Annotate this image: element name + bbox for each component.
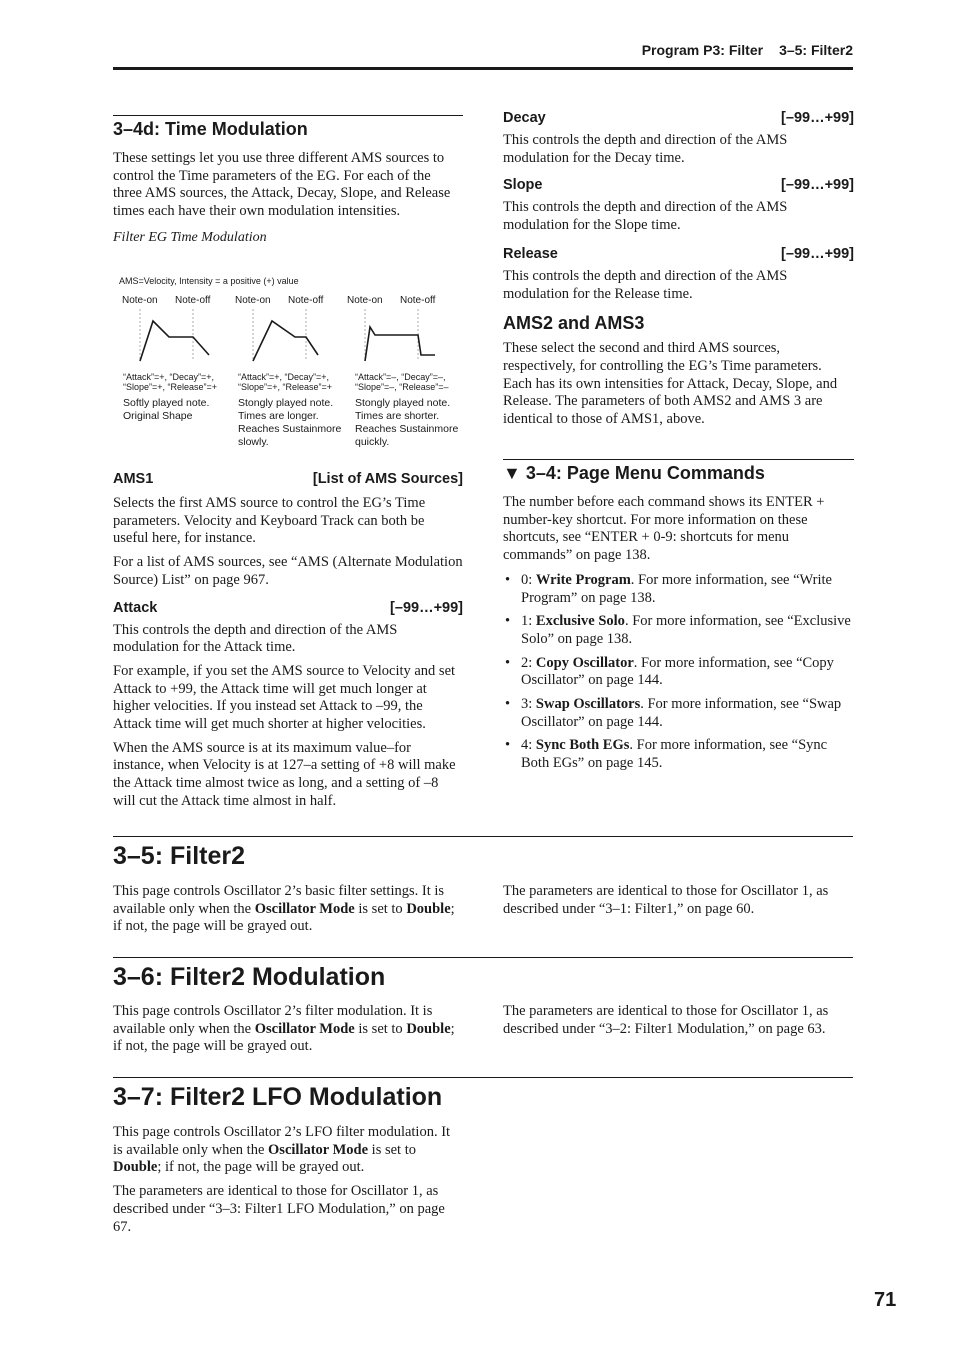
header-left: Program P3: Filter xyxy=(641,42,764,58)
attack-label: Attack xyxy=(113,599,158,616)
menu-command-item[interactable]: • 4: Sync Both EGs. For more information, see “Sync Both EGs” on page 145. xyxy=(505,737,828,772)
attack-range: [–99…+99] xyxy=(390,599,463,616)
slope-label: Slope xyxy=(503,177,543,194)
note-on-label: Note-on xyxy=(347,295,383,306)
command-name: Swap Oscillators xyxy=(535,696,641,713)
release-desc: This controls the depth and direction of the AMS modulation for the Release time. xyxy=(503,267,788,302)
ams1-param-row xyxy=(113,471,463,487)
ams1-label: AMS1 xyxy=(113,471,154,487)
page-menu-heading: ▼ 3–4: Page Menu Commands xyxy=(503,463,765,483)
panel-1-desc: Softly played note. Original Shape xyxy=(123,397,210,422)
section-rule xyxy=(113,836,853,837)
page-menu-section xyxy=(503,459,854,773)
command-name: Copy Oscillator xyxy=(535,654,634,671)
decay-label: Decay xyxy=(503,110,546,126)
filter2-modulation-title: 3–6: Filter2 Modulation xyxy=(113,963,386,991)
release-param-row xyxy=(503,246,854,262)
decay-param-row xyxy=(503,110,854,126)
envelope-curves xyxy=(113,307,463,367)
command-name: Exclusive Solo xyxy=(535,613,625,630)
figure-caption: Filter EG Time Modulation xyxy=(113,229,267,245)
release-label: Release xyxy=(503,245,558,262)
running-header xyxy=(0,42,853,58)
panel-3-signs: “Attack”=–, “Decay”=–, “Slope”=–, “Release”=– xyxy=(355,372,449,392)
right-column-params xyxy=(503,110,854,429)
note-markers xyxy=(140,309,418,359)
time-modulation-intro: These settings let you use three different AMS sources to control the Time parameters of the EG. For each of the three AMS sources, the Attack, Decay, Slope, and Release times each have their own modulation intensities. xyxy=(113,150,451,220)
note-off-label: Note-off xyxy=(175,295,211,306)
attack-max-note: When the AMS source is at its maximum value–for instance, when Velocity is at 127–a setting of +8 will make the Attack time almost twice as long, and a setting of –8 will cut the Attack time almost in half. xyxy=(113,739,456,809)
envelope-longer xyxy=(253,321,318,361)
note-off-label: Note-off xyxy=(400,295,436,306)
filter2-modulation-right-text: The parameters are identical to those for Oscillator 1, as described under “3–2: Filter1 Modulation,” on page 63. xyxy=(503,1003,829,1037)
attack-example: For example, if you set the AMS source to Velocity and set Attack to +99, the Attack time will get much longer at higher velocities. If you instead set Attack to –99, the Attack time will get much shorter at higher velocities. xyxy=(113,662,456,733)
section-rule xyxy=(113,1077,853,1078)
slope-desc: This controls the depth and direction of the AMS modulation for the Slope time. xyxy=(503,199,788,234)
decay-desc: This controls the depth and direction of the AMS modulation for the Decay time. xyxy=(503,132,788,166)
header-right: 3–5: Filter2 xyxy=(779,42,853,58)
slope-range: [–99…+99] xyxy=(781,177,854,194)
ams1-desc: Selects the first AMS source to control the EG’s Time parameters. Velocity and Keyboard Track can both be useful here, for instance. xyxy=(113,495,426,547)
note-on-label: Note-on xyxy=(235,295,271,306)
ams2-ams3-desc: These select the second and third AMS sources, respectively, for controlling the EG’s Time parameters. Each has its own intensities for Attack, Decay, Slope, and Release. The parameters of both AMS2 and AMS 3 are identical to those of AMS1, above. xyxy=(503,340,838,428)
page-menu-intro: The number before each command shows its ENTER + number-key shortcut. For more information on these shortcuts, see “ENTER + 0-9: shortcuts for menu commands” on page 138. xyxy=(503,494,825,564)
filter2-lfo-reference: The parameters are identical to those for Oscillator 1, as described under “3–3: Filter1 LFO Modulation,” on page 67. xyxy=(113,1183,445,1235)
filter2-right-text: The parameters are identical to those for Oscillator 1, as described under “3–1: Filter1,” on page 60. xyxy=(503,883,829,917)
envelope-shorter xyxy=(365,327,435,361)
panel-1-signs: “Attack”=+, “Decay”=+, “Slope”=+, “Release”=+ xyxy=(123,372,218,392)
ams1-block xyxy=(113,471,463,811)
note-off-label: Note-off xyxy=(288,295,324,306)
decay-range: [–99…+99] xyxy=(781,110,854,126)
release-range: [–99…+99] xyxy=(781,245,854,262)
filter2-lfo-title: 3–7: Filter2 LFO Modulation xyxy=(113,1083,443,1111)
slope-param-row xyxy=(503,177,854,193)
panel-3-desc: Stongly played note. Times are shorter. Reaches Sustainmore quickly. xyxy=(355,397,459,448)
menu-command-item[interactable]: • 0: Write Program. For more information, see “Write Program” on page 138. xyxy=(505,571,832,606)
filter2-title: 3–5: Filter2 xyxy=(113,842,246,870)
envelope-original xyxy=(140,321,209,361)
panel-2-signs: “Attack”=+, “Decay”=+, “Slope”=+, “Release”=+ xyxy=(238,372,333,392)
menu-command-item[interactable]: • 1: Exclusive Solo. For more information, see “Exclusive Solo” on page 138. xyxy=(505,613,851,647)
header-rule xyxy=(113,67,853,70)
filter2-lfo-text: This page controls Oscillator 2’s LFO filter modulation. It is available only when the Oscillator Mode is set to Double; if not, the page will be grayed out. xyxy=(113,1124,451,1176)
note-on-label: Note-on xyxy=(122,295,158,306)
filter2-left-text: This page controls Oscillator 2’s basic filter settings. It is available only when the Oscillator Mode is set to Double; if not, the page will be grayed out. xyxy=(113,883,455,935)
menu-command-item[interactable]: • 2: Copy Oscillator. For more information, see “Copy Oscillator” on page 144. xyxy=(505,654,834,689)
menu-command-list xyxy=(503,572,854,773)
time-modulation-heading: 3–4d: Time Modulation xyxy=(113,119,308,139)
page-number: 71 xyxy=(874,1289,897,1311)
filter2-lfo-body xyxy=(113,1124,463,1236)
attack-desc: This controls the depth and direction of the AMS modulation for the Attack time. xyxy=(113,621,398,656)
filter2-modulation-left-text: This page controls Oscillator 2’s filter modulation. It is available only when the Oscillator Mode is set to Double; if not, the page will be grayed out. xyxy=(113,1003,455,1055)
diagram-title: AMS=Velocity, Intensity = a positive (+) value xyxy=(119,276,299,286)
menu-command-item[interactable]: • 3: Swap Oscillators. For more information, see “Swap Oscillator” on page 144. xyxy=(505,696,842,730)
section-rule xyxy=(113,957,853,958)
command-name: Write Program xyxy=(535,571,631,588)
attack-param-row xyxy=(113,600,463,616)
command-name: Sync Both EGs xyxy=(535,737,630,754)
ams1-reference: For a list of AMS sources, see “AMS (Alternate Modulation Source) List” on page 967. xyxy=(113,554,463,588)
panel-2-desc: Stongly played note. Times are longer. Reaches Sustainmore slowly. xyxy=(238,397,342,448)
time-modulation-section xyxy=(113,115,463,247)
ams1-range: [List of AMS Sources] xyxy=(312,471,463,487)
eg-time-mod-diagram xyxy=(113,273,463,453)
ams2-ams3-heading: AMS2 and AMS3 xyxy=(503,313,645,334)
